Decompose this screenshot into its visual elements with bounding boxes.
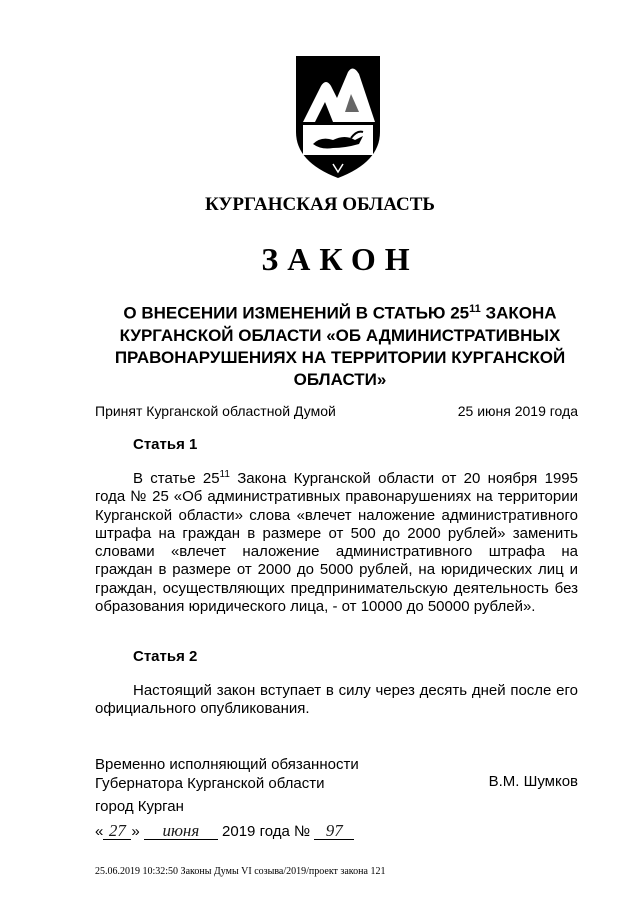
handwritten-month: июня bbox=[144, 822, 218, 840]
handwritten-day: 27 bbox=[103, 822, 131, 840]
handwritten-law-number: 97 bbox=[314, 822, 354, 840]
article-1-text-a: В статье 25 bbox=[133, 470, 220, 487]
footer-file-reference: 25.06.2019 10:32:50 Законы Думы VI созыва/2019/проект закона 121 bbox=[95, 866, 386, 877]
region-heading: КУРГАНСКАЯ ОБЛАСТЬ bbox=[205, 194, 435, 215]
signatory-line-1: Временно исполняющий обязанности bbox=[95, 756, 359, 773]
date-open-quote: « bbox=[95, 823, 104, 840]
law-title-superscript: 11 bbox=[469, 303, 481, 315]
document-type-heading: ЗАКОН bbox=[261, 241, 419, 277]
article-2-heading: Статья 2 bbox=[133, 648, 198, 665]
article-2-text bbox=[95, 682, 578, 719]
law-title bbox=[80, 298, 600, 391]
signatory-line-2: Губернатора Курганской области bbox=[95, 775, 325, 792]
date-close-quote: » bbox=[131, 823, 140, 840]
article-2-text-body: Настоящий закон вступает в силу через десять дней после его официального опубликования. bbox=[95, 682, 578, 718]
signatory-name: В.М. Шумков bbox=[488, 773, 578, 790]
article-1-superscript: 11 bbox=[219, 469, 230, 480]
place-of-signing: город Курган bbox=[95, 798, 184, 815]
signatory-title bbox=[95, 755, 359, 793]
article-1-text-b: Закона Курганской области от 20 ноября 1995 года № 25 «Об административных правонарушениях на территории Курганской области» слова «влечет наложение административного штрафа на граждан в размере от 500 до 2000 рублей» заменить словами «влечет наложение административного штрафа на граждан в размере от 2000 до 5000 рублей, на юридических лиц и граждан, осуществляющих предпринимательскую деятельность без образования юридического лица, - от 10000 до 50000 рублей». bbox=[95, 470, 578, 616]
law-title-part1: О ВНЕСЕНИИ ИЗМЕНЕНИЙ В СТАТЬЮ 25 bbox=[123, 303, 470, 323]
adopted-by: Принят Курганской областной Думой bbox=[95, 403, 336, 419]
law-title-part2: ЗАКОНА КУРГАНСКОЙ ОБЛАСТИ «ОБ АДМИНИСТРАТИВНЫХ ПРАВОНАРУШЕНИЯХ НА ТЕРРИТОРИИ КУРГАНСКОЙ ОБЛАСТИ» bbox=[114, 303, 566, 389]
article-1-text bbox=[95, 470, 578, 616]
coat-of-arms-emblem bbox=[293, 52, 383, 182]
article-1-heading: Статья 1 bbox=[133, 436, 198, 453]
signing-date-line bbox=[95, 822, 354, 840]
date-year-text: 2019 года № bbox=[222, 823, 311, 840]
adopted-date: 25 июня 2019 года bbox=[457, 403, 578, 419]
